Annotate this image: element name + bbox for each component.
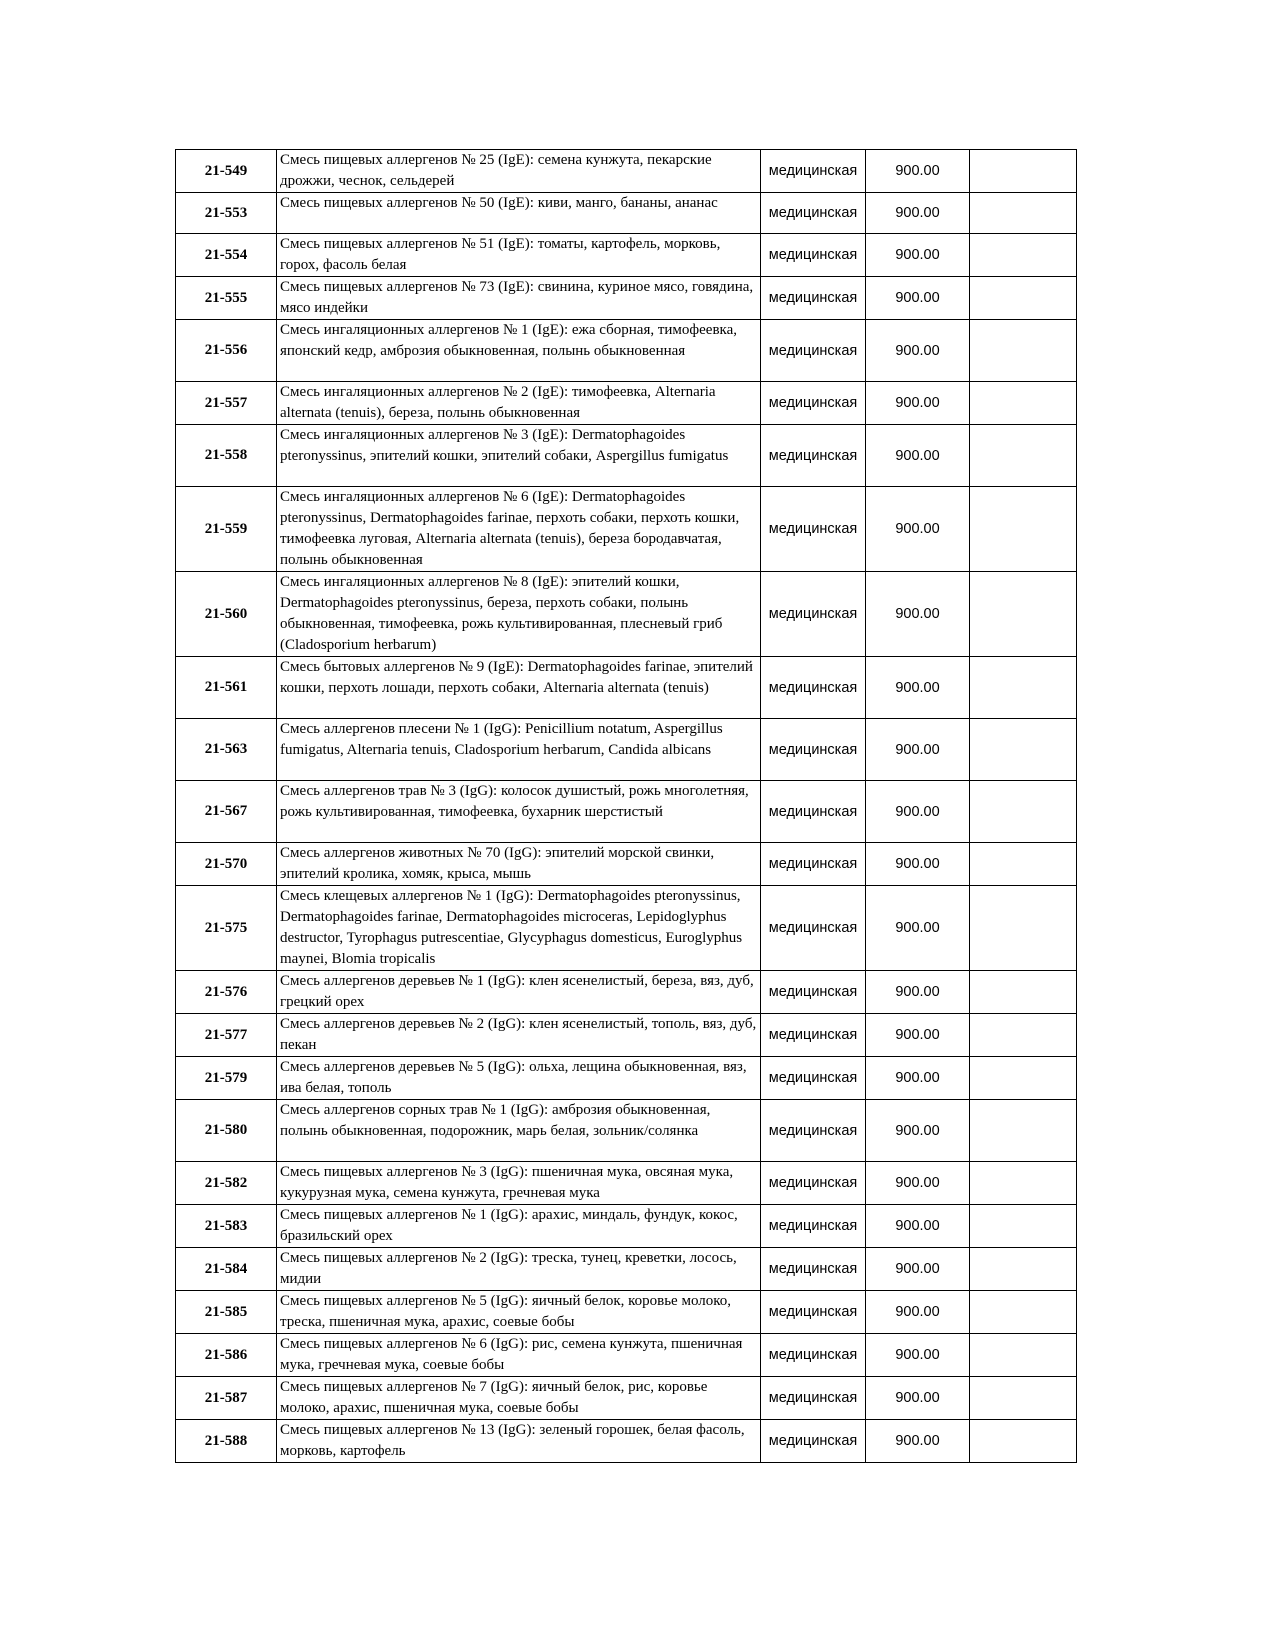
empty-cell bbox=[970, 277, 1077, 320]
service-price-cell: 900.00 bbox=[866, 382, 970, 425]
table-row bbox=[176, 886, 1077, 971]
service-code-cell: 21-561 bbox=[176, 657, 277, 719]
service-price-cell: 900.00 bbox=[866, 425, 970, 487]
service-type-cell: медицинская bbox=[761, 1334, 866, 1377]
service-type-cell: медицинская bbox=[761, 193, 866, 234]
table-row bbox=[176, 1377, 1077, 1420]
empty-cell bbox=[970, 1057, 1077, 1100]
empty-cell bbox=[970, 886, 1077, 971]
service-code-cell: 21-549 bbox=[176, 150, 277, 193]
empty-cell bbox=[970, 1291, 1077, 1334]
empty-cell bbox=[970, 1205, 1077, 1248]
service-code-cell: 21-588 bbox=[176, 1420, 277, 1463]
table-row bbox=[176, 1248, 1077, 1291]
service-code-cell: 21-576 bbox=[176, 971, 277, 1014]
service-name-cell: Смесь аллергенов животных № 70 (IgG): эпителий морской свинки, эпителий кролика, хомяк, крыса, мышь bbox=[277, 843, 761, 886]
service-name-cell: Смесь пищевых аллергенов № 50 (IgE): киви, манго, бананы, ананас bbox=[277, 193, 761, 234]
service-price-cell: 900.00 bbox=[866, 1014, 970, 1057]
table-row bbox=[176, 1057, 1077, 1100]
table-row bbox=[176, 1100, 1077, 1162]
service-price-cell: 900.00 bbox=[866, 277, 970, 320]
service-type-cell: медицинская bbox=[761, 150, 866, 193]
service-type-cell: медицинская bbox=[761, 277, 866, 320]
empty-cell bbox=[970, 1162, 1077, 1205]
service-name-cell: Смесь пищевых аллергенов № 73 (IgE): свинина, куриное мясо, говядина, мясо индейки bbox=[277, 277, 761, 320]
service-type-cell: медицинская bbox=[761, 719, 866, 781]
service-code-cell: 21-570 bbox=[176, 843, 277, 886]
table-row bbox=[176, 277, 1077, 320]
empty-cell bbox=[970, 425, 1077, 487]
service-price-cell: 900.00 bbox=[866, 1291, 970, 1334]
service-type-cell: медицинская bbox=[761, 971, 866, 1014]
table-row bbox=[176, 234, 1077, 277]
service-code-cell: 21-553 bbox=[176, 193, 277, 234]
service-type-cell: медицинская bbox=[761, 1420, 866, 1463]
empty-cell bbox=[970, 234, 1077, 277]
service-code-cell: 21-580 bbox=[176, 1100, 277, 1162]
service-type-cell: медицинская bbox=[761, 487, 866, 572]
service-name-cell: Смесь аллергенов трав № 3 (IgG): колосок душистый, рожь многолетняя, рожь культивированная, тимофеевка, бухарник шерстистый bbox=[277, 781, 761, 843]
service-name-cell: Смесь аллергенов плесени № 1 (IgG): Penicillium notatum, Aspergillus fumigatus, Alternaria tenuis, Cladosporium herbarum, Candida albicans bbox=[277, 719, 761, 781]
service-price-cell: 900.00 bbox=[866, 1057, 970, 1100]
table-row bbox=[176, 572, 1077, 657]
table-row bbox=[176, 487, 1077, 572]
service-price-cell: 900.00 bbox=[866, 1377, 970, 1420]
service-type-cell: медицинская bbox=[761, 1291, 866, 1334]
service-code-cell: 21-579 bbox=[176, 1057, 277, 1100]
service-name-cell: Смесь пищевых аллергенов № 25 (IgE): семена кунжута, пекарские дрожжи, чеснок, сельдерей bbox=[277, 150, 761, 193]
service-name-cell: Смесь ингаляционных аллергенов № 1 (IgE): ежа сборная, тимофеевка, японский кедр, амброзия обыкновенная, полынь обыкновенная bbox=[277, 320, 761, 382]
empty-cell bbox=[970, 320, 1077, 382]
service-type-cell: медицинская bbox=[761, 657, 866, 719]
service-code-cell: 21-560 bbox=[176, 572, 277, 657]
empty-cell bbox=[970, 193, 1077, 234]
table-row bbox=[176, 1334, 1077, 1377]
table-row bbox=[176, 150, 1077, 193]
service-price-cell: 900.00 bbox=[866, 572, 970, 657]
table-row bbox=[176, 320, 1077, 382]
empty-cell bbox=[970, 1334, 1077, 1377]
service-name-cell: Смесь аллергенов деревьев № 2 (IgG): клен ясенелистый, тополь, вяз, дуб, пекан bbox=[277, 1014, 761, 1057]
service-code-cell: 21-575 bbox=[176, 886, 277, 971]
service-code-cell: 21-559 bbox=[176, 487, 277, 572]
service-name-cell: Смесь аллергенов деревьев № 1 (IgG): клен ясенелистый, береза, вяз, дуб, грецкий орех bbox=[277, 971, 761, 1014]
service-price-cell: 900.00 bbox=[866, 719, 970, 781]
service-type-cell: медицинская bbox=[761, 425, 866, 487]
service-type-cell: медицинская bbox=[761, 1205, 866, 1248]
service-name-cell: Смесь ингаляционных аллергенов № 6 (IgE): Dermatophagoides pteronyssinus, Dermatophagoides farinae, перхоть собаки, перхоть кошки, тимофеевка луговая, Alternaria alternata (tenuis), береза бородавчатая, полынь обыкновенная bbox=[277, 487, 761, 572]
empty-cell bbox=[970, 657, 1077, 719]
service-name-cell: Смесь пищевых аллергенов № 51 (IgE): томаты, картофель, морковь, горох, фасоль белая bbox=[277, 234, 761, 277]
service-name-cell: Смесь пищевых аллергенов № 6 (IgG): рис, семена кунжута, пшеничная мука, гречневая мука, соевые бобы bbox=[277, 1334, 761, 1377]
service-type-cell: медицинская bbox=[761, 886, 866, 971]
empty-cell bbox=[970, 572, 1077, 657]
service-code-cell: 21-557 bbox=[176, 382, 277, 425]
service-type-cell: медицинская bbox=[761, 843, 866, 886]
service-name-cell: Смесь аллергенов деревьев № 5 (IgG): ольха, лещина обыкновенная, вяз, ива белая, тополь bbox=[277, 1057, 761, 1100]
service-code-cell: 21-555 bbox=[176, 277, 277, 320]
service-name-cell: Смесь клещевых аллергенов № 1 (IgG): Dermatophagoides pteronyssinus, Dermatophagoides farinae, Dermatophagoides microceras, Lepidoglyphus destructor, Tyrophagus putrescentiae, Glycyphagus domesticus, Euroglyphus maynei, Blomia tropicalis bbox=[277, 886, 761, 971]
table-row bbox=[176, 781, 1077, 843]
service-code-cell: 21-556 bbox=[176, 320, 277, 382]
empty-cell bbox=[970, 971, 1077, 1014]
service-price-cell: 900.00 bbox=[866, 150, 970, 193]
service-type-cell: медицинская bbox=[761, 781, 866, 843]
price-table bbox=[175, 149, 1077, 1463]
service-name-cell: Смесь аллергенов сорных трав № 1 (IgG): амброзия обыкновенная, полынь обыкновенная, подорожник, марь белая, зольник/солянка bbox=[277, 1100, 761, 1162]
table-row bbox=[176, 1162, 1077, 1205]
empty-cell bbox=[970, 1100, 1077, 1162]
table-row bbox=[176, 1014, 1077, 1057]
table-row bbox=[176, 971, 1077, 1014]
service-price-cell: 900.00 bbox=[866, 886, 970, 971]
service-code-cell: 21-567 bbox=[176, 781, 277, 843]
service-price-cell: 900.00 bbox=[866, 1162, 970, 1205]
service-code-cell: 21-563 bbox=[176, 719, 277, 781]
table-row bbox=[176, 1205, 1077, 1248]
service-price-cell: 900.00 bbox=[866, 1334, 970, 1377]
service-type-cell: медицинская bbox=[761, 1014, 866, 1057]
price-table-body bbox=[176, 150, 1077, 1463]
service-name-cell: Смесь пищевых аллергенов № 13 (IgG): зеленый горошек, белая фасоль, морковь, картофель bbox=[277, 1420, 761, 1463]
service-name-cell: Смесь пищевых аллергенов № 7 (IgG): яичный белок, рис, коровье молоко, арахис, пшеничная мука, соевые бобы bbox=[277, 1377, 761, 1420]
empty-cell bbox=[970, 843, 1077, 886]
service-price-cell: 900.00 bbox=[866, 193, 970, 234]
service-name-cell: Смесь ингаляционных аллергенов № 3 (IgE): Dermatophagoides pteronyssinus, эпителий кошки, эпителий собаки, Aspergillus fumigatus bbox=[277, 425, 761, 487]
service-type-cell: медицинская bbox=[761, 572, 866, 657]
service-name-cell: Смесь ингаляционных аллергенов № 8 (IgE): эпителий кошки, Dermatophagoides pteronyssinus, береза, перхоть собаки, полынь обыкновенная, тимофеевка, рожь культивированная, плесневый гриб (Cladosporium herbarum) bbox=[277, 572, 761, 657]
service-price-cell: 900.00 bbox=[866, 1248, 970, 1291]
service-price-cell: 900.00 bbox=[866, 487, 970, 572]
table-row bbox=[176, 1291, 1077, 1334]
service-type-cell: медицинская bbox=[761, 1162, 866, 1205]
service-name-cell: Смесь пищевых аллергенов № 1 (IgG): арахис, миндаль, фундук, кокос, бразильский орех bbox=[277, 1205, 761, 1248]
service-type-cell: медицинская bbox=[761, 1248, 866, 1291]
service-type-cell: медицинская bbox=[761, 1377, 866, 1420]
service-code-cell: 21-583 bbox=[176, 1205, 277, 1248]
empty-cell bbox=[970, 781, 1077, 843]
table-row bbox=[176, 382, 1077, 425]
service-code-cell: 21-587 bbox=[176, 1377, 277, 1420]
service-type-cell: медицинская bbox=[761, 1057, 866, 1100]
empty-cell bbox=[970, 719, 1077, 781]
table-row bbox=[176, 843, 1077, 886]
service-price-cell: 900.00 bbox=[866, 1100, 970, 1162]
empty-cell bbox=[970, 1377, 1077, 1420]
empty-cell bbox=[970, 1248, 1077, 1291]
service-code-cell: 21-584 bbox=[176, 1248, 277, 1291]
service-price-cell: 900.00 bbox=[866, 1420, 970, 1463]
service-name-cell: Смесь пищевых аллергенов № 2 (IgG): треска, тунец, креветки, лосось, мидии bbox=[277, 1248, 761, 1291]
service-price-cell: 900.00 bbox=[866, 1205, 970, 1248]
empty-cell bbox=[970, 1420, 1077, 1463]
service-name-cell: Смесь бытовых аллергенов № 9 (IgE): Dermatophagoides farinae, эпителий кошки, перхоть лошади, перхоть собаки, Alternaria alternata (tenuis) bbox=[277, 657, 761, 719]
service-code-cell: 21-577 bbox=[176, 1014, 277, 1057]
empty-cell bbox=[970, 382, 1077, 425]
service-code-cell: 21-586 bbox=[176, 1334, 277, 1377]
service-name-cell: Смесь пищевых аллергенов № 3 (IgG): пшеничная мука, овсяная мука, кукурузная мука, семена кунжута, гречневая мука bbox=[277, 1162, 761, 1205]
service-type-cell: медицинская bbox=[761, 382, 866, 425]
empty-cell bbox=[970, 150, 1077, 193]
service-code-cell: 21-554 bbox=[176, 234, 277, 277]
service-name-cell: Смесь пищевых аллергенов № 5 (IgG): яичный белок, коровье молоко, треска, пшеничная мука, арахис, соевые бобы bbox=[277, 1291, 761, 1334]
service-type-cell: медицинская bbox=[761, 234, 866, 277]
service-type-cell: медицинская bbox=[761, 320, 866, 382]
service-price-cell: 900.00 bbox=[866, 234, 970, 277]
service-price-cell: 900.00 bbox=[866, 657, 970, 719]
service-price-cell: 900.00 bbox=[866, 971, 970, 1014]
service-price-cell: 900.00 bbox=[866, 843, 970, 886]
service-price-cell: 900.00 bbox=[866, 320, 970, 382]
service-name-cell: Смесь ингаляционных аллергенов № 2 (IgE): тимофеевка, Alternaria alternata (tenuis), береза, полынь обыкновенная bbox=[277, 382, 761, 425]
service-code-cell: 21-582 bbox=[176, 1162, 277, 1205]
service-price-cell: 900.00 bbox=[866, 781, 970, 843]
service-code-cell: 21-558 bbox=[176, 425, 277, 487]
table-row bbox=[176, 719, 1077, 781]
table-row bbox=[176, 193, 1077, 234]
empty-cell bbox=[970, 1014, 1077, 1057]
empty-cell bbox=[970, 487, 1077, 572]
table-row bbox=[176, 1420, 1077, 1463]
service-code-cell: 21-585 bbox=[176, 1291, 277, 1334]
table-row bbox=[176, 657, 1077, 719]
table-row bbox=[176, 425, 1077, 487]
service-type-cell: медицинская bbox=[761, 1100, 866, 1162]
